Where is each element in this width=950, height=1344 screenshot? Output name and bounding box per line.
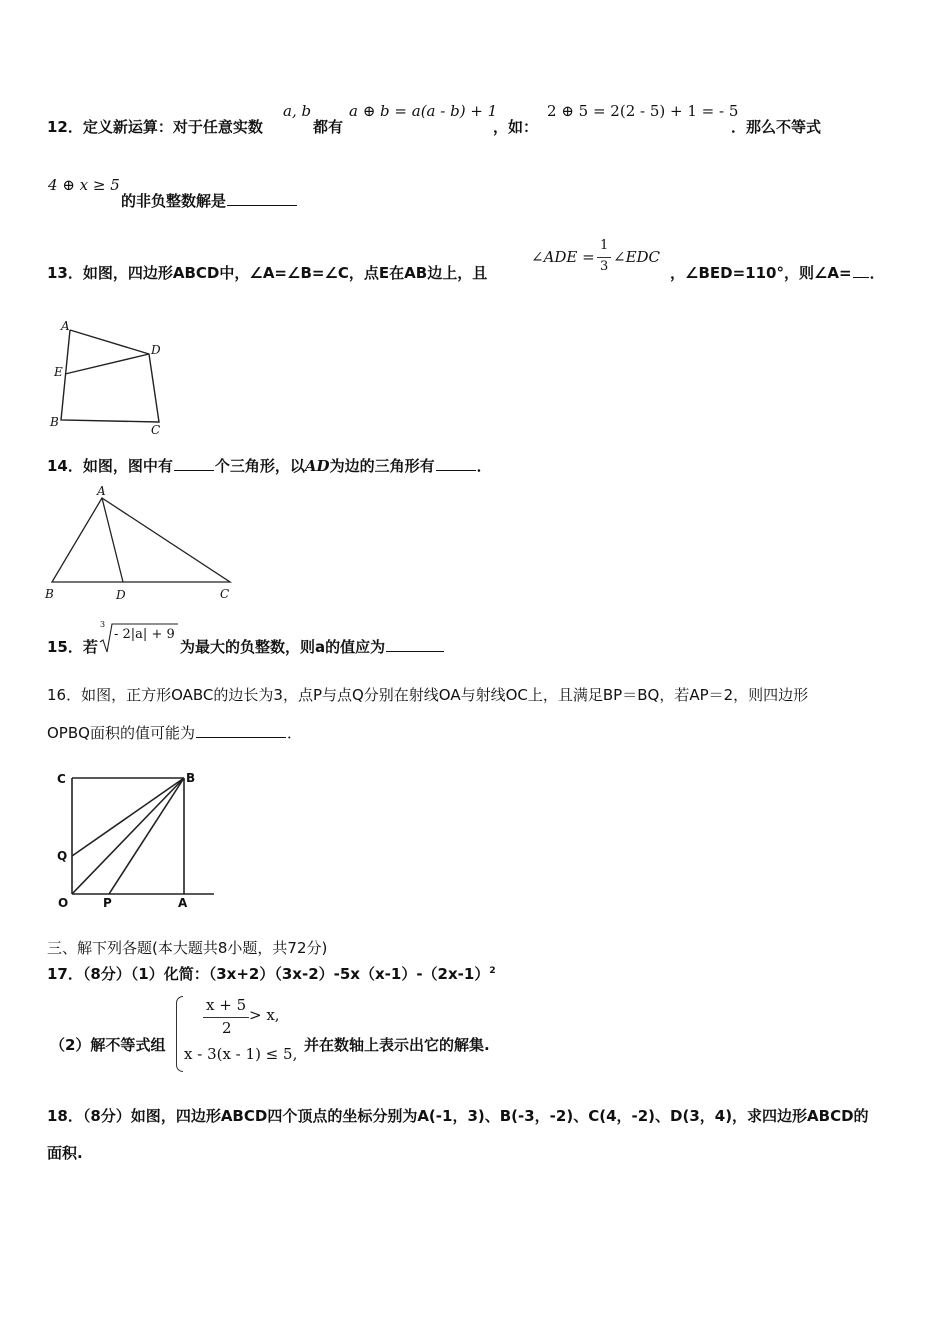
q17-superscript: 2 [489,966,496,976]
q15-number: 15． [47,638,83,656]
q17-number: 17． [47,965,83,983]
q13-frac-num: 1 [600,238,609,253]
q13-label-c: C [151,423,161,437]
q14-ad: AD [304,457,330,475]
q13-text-3: ． [869,264,885,282]
q12-definition: a ⊕ b = a(a - b) + 1 [349,102,498,120]
q12-text-4: ．那么不等式 [731,118,822,136]
q14-label-d: D [116,588,126,602]
q14-triangle-figure [42,482,242,604]
q13-quad-shape [61,330,159,422]
q14-number: 14． [47,457,83,475]
q12-vars: a, b [283,102,312,120]
q12-line2 [121,190,298,211]
q16-label-o: O [58,896,69,910]
q15-tail [180,636,445,657]
q16-number: 16． [47,686,82,704]
q17-part1-text: （8分）（1）化简：（3x+2）（3x-2）-5x（x-1）-（2x-1） [82,965,490,983]
q13-frac-den: 3 [600,259,609,274]
q13-line-tail [670,262,885,283]
q14-triangle-abc [52,498,230,582]
q13-text-2: ，∠BED=110°，则∠A= [670,264,852,282]
q13-label-e: E [54,365,63,379]
q13-label-d: D [151,343,161,357]
q12-text-5: 的非负整数解是 [121,192,227,210]
q16-segment-pb [109,778,184,894]
q13-segment-ed [65,354,149,374]
q16-text-3: ． [286,724,302,742]
q15-text-2: 为最大的负整数，则a的值应为 [180,638,386,656]
q16-label-a: A [178,896,188,910]
q17-part2-tail: 并在数轴上表示出它的解集. [304,1036,490,1054]
q14-segment-ad [102,498,123,582]
q12-text-3: ，如： [493,118,539,136]
q17-system-brace [176,996,183,1072]
q13-label-b: B [50,415,59,429]
q12-inequality: 4 ⊕ x ≥ 5 [48,176,120,194]
section-3-title: 三、解下列各题(本大题共8小题，共72分) [47,939,328,957]
q14-label-b: B [45,587,54,601]
q16-answer-blank[interactable] [196,723,286,738]
q18-line1 [47,1105,869,1126]
q16-segment-qb [72,778,184,856]
q12-example: 2 ⊕ 5 = 2(2 - 5) + 1 = - 5 [547,102,739,120]
q18-number: 18． [47,1107,83,1125]
q14-text-2: 个三角形，以 [214,457,305,475]
q18-text-1: （8分）如图，四边形ABCD四个顶点的坐标分别为A(-1，3)、B(-3，-2)、C(4，-2)、D(3，4)，求四边形ABCD的 [82,1107,869,1125]
q16-line1 [47,684,808,705]
q12-text-2: 都有 [313,118,344,136]
q12-number: 12． [47,118,83,136]
q14-blank-2[interactable] [436,456,476,471]
q13-line [47,262,487,283]
q15-text-1: 若 [82,638,98,656]
q14-blank-1[interactable] [174,456,214,471]
q15-answer-blank[interactable] [386,637,444,652]
q17-ineq1-rhs: > x, [249,1006,280,1024]
q16-text-1: 如图，正方形OABC的边长为3，点P与点Q分别在射线OA与射线OC上，且满足BP＝BQ，若AP＝2，则四边形 [81,686,809,704]
q13-label-a: A [61,319,70,333]
q17-part2-label: （2）解不等式组 [50,1036,166,1054]
q12-line1 [47,116,263,137]
q14-line [47,455,492,476]
q16-label-b: B [186,771,196,785]
q13-answer-blank[interactable] [853,263,869,278]
q13-text-1: 如图，四边形ABCD中，∠A=∠B=∠C，点E在AB边上，且 [82,264,488,282]
q14-text-3: 为边的三角形有 [329,457,435,475]
q17-part1 [47,963,496,984]
q16-label-p: P [103,896,112,910]
q17-ineq2: x - 3(x - 1) ≤ 5, [184,1045,298,1063]
q17-ineq1-den: 2 [222,1019,232,1037]
q17-ineq1-num: x + 5 [206,996,247,1014]
q15-radicand: - 2|a| + 9 [114,627,175,642]
q13-number: 13． [47,264,83,282]
q14-label-a: A [97,484,106,498]
q16-text-2: OPBQ面积的值可能为 [47,724,195,742]
q17-ineq1-bar [203,1017,249,1018]
q16-label-c: C [57,772,66,786]
q14-text-1: 如图，图中有 [82,457,173,475]
q16-line2 [47,722,302,743]
q13-angle-lhs: ∠ADE = [531,248,595,266]
q16-square-figure [52,764,218,910]
q15-root-index: 3 [100,620,106,629]
q14-label-c: C [220,587,230,601]
q15-lead [47,636,98,657]
q13-frac-bar [597,257,611,258]
q12-answer-blank[interactable] [227,191,297,206]
q12-text-1: 定义新运算：对于任意实数 [82,118,263,136]
q13-quadrilateral-figure [45,318,175,438]
q13-angle-rhs: ∠EDC [613,248,661,266]
q16-segment-ob [72,778,184,894]
q18-line2: 面积. [47,1144,83,1162]
q16-label-q: Q [57,849,68,863]
q14-text-4: ． [476,457,492,475]
